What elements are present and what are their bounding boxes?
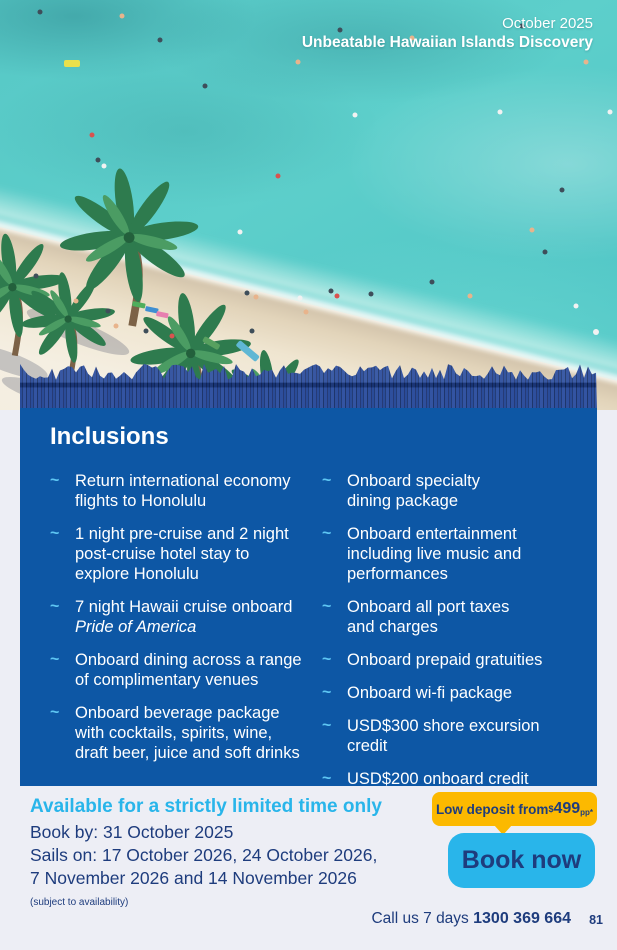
hero-text-block	[302, 14, 593, 53]
sails-on-line-2: 7 November 2026 and 14 November 2026	[30, 868, 357, 888]
inclusion-item: ~ Return international economy flights to Honolulu	[50, 472, 291, 510]
inclusion-item: ~ 7 night Hawaii cruise onboard Pride of America	[50, 598, 293, 636]
tilde-bullet: ~	[50, 704, 60, 721]
low-deposit-badge	[432, 792, 597, 826]
inclusion-item: ~ Onboard entertainment including live music and performances	[322, 525, 522, 583]
inclusion-item: ~ Onboard wi-fi package	[322, 684, 513, 702]
tilde-bullet: ~	[322, 684, 332, 701]
deposit-suffix: pp*	[580, 807, 594, 817]
deposit-currency: $	[548, 804, 554, 814]
inclusions-columns	[50, 471, 569, 802]
inclusions-heading: Inclusions	[50, 423, 169, 450]
tilde-bullet: ~	[50, 651, 60, 668]
book-by-line: Book by: 31 October 2025	[30, 822, 234, 842]
inclusion-item: ~ USD$300 shore excursion credit	[322, 717, 540, 755]
availability-headline: Available for a strictly limited time only	[30, 796, 382, 817]
offer-block	[30, 796, 430, 909]
page-title: Unbeatable Hawaiian Islands Discovery	[301, 34, 593, 51]
tilde-bullet: ~	[322, 770, 332, 787]
tilde-bullet: ~	[50, 472, 60, 489]
inclusion-item: ~ USD$200 onboard credit	[322, 770, 529, 788]
deposit-amount: 499	[553, 800, 581, 817]
inclusions-column-right	[322, 471, 569, 802]
tilde-bullet: ~	[322, 598, 332, 615]
inclusion-item: ~ Onboard specialty dining package	[322, 472, 480, 510]
tilde-bullet: ~	[322, 472, 332, 489]
page-number: 81	[589, 913, 603, 927]
call-us-label: Call us 7 days	[371, 910, 474, 927]
tilde-bullet: ~	[322, 525, 332, 542]
inclusion-item: ~ 1 night pre-cruise and 2 night post-cruise hotel stay to explore Honolulu	[50, 525, 289, 583]
deposit-text: Low deposit from	[435, 801, 549, 817]
sails-on-line-1: Sails on: 17 October 2026, 24 October 2026,	[30, 845, 378, 865]
inclusions-panel	[20, 408, 597, 786]
issue-date: October 2025	[502, 15, 593, 32]
tilde-bullet: ~	[322, 651, 332, 668]
subject-to-availability-note: (subject to availability)	[30, 897, 129, 908]
tilde-bullet: ~	[50, 525, 60, 542]
beach-photo	[0, 0, 617, 410]
inclusion-item: ~ Onboard prepaid gratuities	[322, 651, 543, 669]
tilde-bullet: ~	[50, 598, 60, 615]
book-now-button[interactable]: Book now	[448, 833, 595, 888]
inclusion-item: ~ Onboard all port taxes and charges	[322, 598, 510, 636]
phone-number: 1300 369 664	[473, 910, 571, 927]
inclusions-column-left	[50, 471, 320, 802]
inclusion-item: ~ Onboard dining across a range of complimentary venues	[50, 651, 302, 689]
inclusion-item: ~ Onboard beverage package with cocktails, spirits, wine, draft beer, juice and soft drinks	[50, 704, 300, 762]
tilde-bullet: ~	[322, 717, 332, 734]
call-us-line	[371, 910, 571, 928]
beach-photo-decoration	[0, 0, 617, 410]
